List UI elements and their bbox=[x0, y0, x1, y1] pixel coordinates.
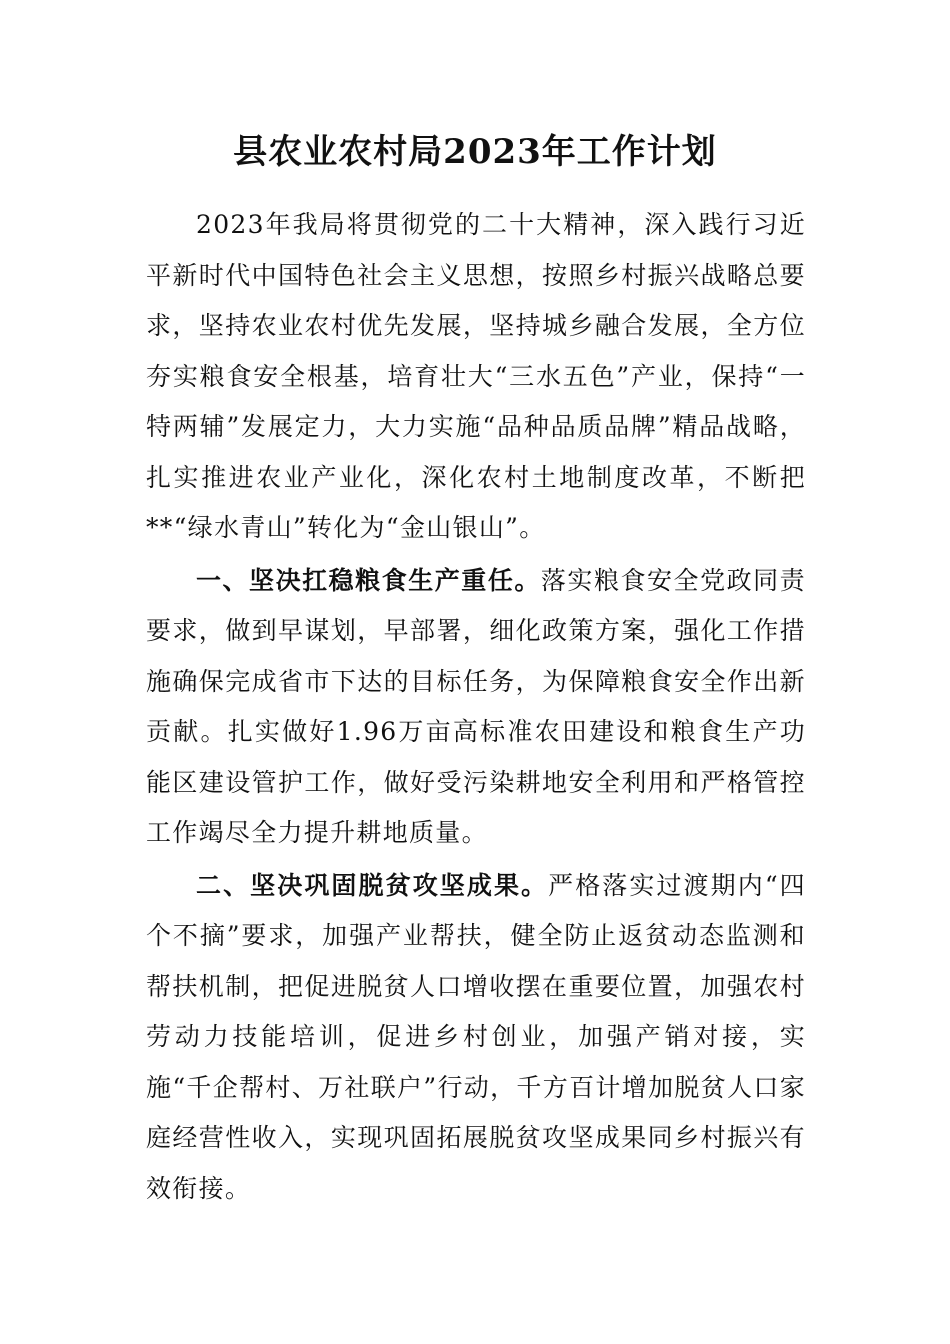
section-2-text: 严格落实过渡期内“四个不摘”要求，加强产业帮扶，健全防止返贫动态监测和帮扶机制，把促进脱贫人口增收摆在重要位置，加强农村劳动力技能培训，促进乡村创业，加强产销对接，实施“千企帮村、万社联户”行动，千方百计增加脱贫人口家庭经营性收入，实现巩固拓展脱贫攻坚成果同乡村振兴有效衔接。 bbox=[146, 870, 806, 1203]
section-1-heading: 一、坚决扛稳粮食生产重任。 bbox=[196, 565, 541, 595]
section-2-paragraph bbox=[146, 861, 806, 1215]
document-body bbox=[146, 200, 806, 1214]
section-1-paragraph bbox=[146, 556, 806, 859]
document-title: 县农业农村局2023年工作计划 bbox=[233, 132, 717, 172]
section-1-text: 落实粮食安全党政同责要求，做到早谋划，早部署，细化政策方案，强化工作措施确保完成省市下达的目标任务，为保障粮食安全作出新贡献。扎实做好1.96万亩高标准农田建设和粮食生产功能区建设管护工作，做好受污染耕地安全利用和严格管控工作竭尽全力提升耕地质量。 bbox=[146, 565, 806, 847]
section-2-heading: 二、坚决巩固脱贫攻坚成果。 bbox=[196, 870, 549, 900]
intro-paragraph: 2023年我局将贯彻党的二十大精神，深入践行习近平新时代中国特色社会主义思想，按照乡村振兴战略总要求，坚持农业农村优先发展，坚持城乡融合发展，全方位夯实粮食安全根基，培育壮大“三水五色”产业，保持“一特两辅”发展定力，大力实施“品种品质品牌”精品战略，扎实推进农业产业化，深化农村土地制度改革，不断把**“绿水青山”转化为“金山银山”。 bbox=[146, 210, 806, 542]
